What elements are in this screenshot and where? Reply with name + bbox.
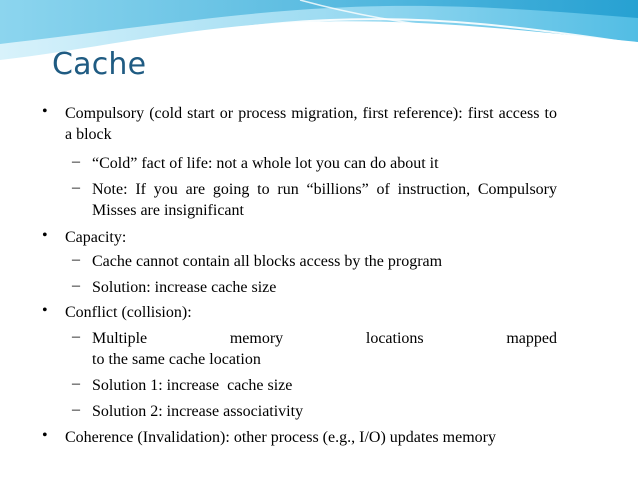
sub-bullet-capacity-1: Cache cannot contain all blocks access by the program xyxy=(92,253,443,270)
dash-marker: – xyxy=(72,153,80,170)
dash-marker: – xyxy=(72,328,80,345)
sub-bullet-conflict-2: Solution 1: increase cache size xyxy=(92,377,293,394)
bullet-marker: • xyxy=(42,227,48,244)
bullet-marker: • xyxy=(42,302,48,319)
bullet-marker: • xyxy=(42,103,48,120)
sub-bullet-capacity-2: Solution: increase cache size xyxy=(92,279,277,296)
bullet-marker: • xyxy=(42,427,48,444)
bullet-coherence: Coherence (Invalidation): other process (e.g., I/O) updates memory xyxy=(65,429,496,446)
dash-marker: – xyxy=(72,277,80,294)
sub-bullet-conflict-3: Solution 2: increase associativity xyxy=(92,403,304,420)
slide-title: Cache xyxy=(52,47,147,82)
dash-marker: – xyxy=(72,179,80,196)
sub-bullet-note: Note: If you are going to run “billions” of instruction, Compulsory Misses are insignificant xyxy=(92,181,557,219)
sub-bullet-conflict-1-line2: to the same cache location xyxy=(92,351,261,368)
dash-marker: – xyxy=(72,375,80,392)
sub-bullet-cold-fact: “Cold” fact of life: not a whole lot you can do about it xyxy=(92,155,439,172)
sub-bullet-conflict-1-line1: Multiple memory locations mapped xyxy=(92,330,557,347)
dash-marker: – xyxy=(72,251,80,268)
bullet-capacity: Capacity: xyxy=(65,229,127,246)
bullet-compulsory: Compulsory (cold start or process migration, first reference): first access to a block xyxy=(65,105,557,143)
dash-marker: – xyxy=(72,401,80,418)
bullet-conflict: Conflict (collision): xyxy=(65,304,192,321)
